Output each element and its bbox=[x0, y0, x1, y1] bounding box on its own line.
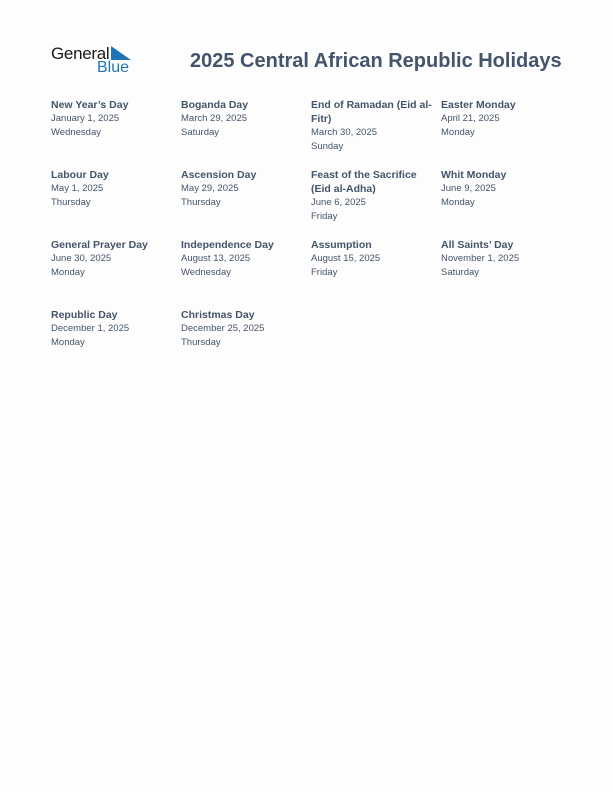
holiday-name: Ascension Day bbox=[181, 169, 257, 181]
holiday-name: Boganda Day bbox=[181, 99, 249, 111]
holiday-item bbox=[181, 238, 303, 279]
holiday-date: August 13, 2025 bbox=[181, 253, 251, 264]
holiday-item bbox=[441, 98, 563, 139]
holiday-name: New Year’s Day bbox=[51, 99, 129, 111]
holiday-date: December 1, 2025 bbox=[51, 323, 130, 334]
holiday-date: May 29, 2025 bbox=[181, 183, 239, 194]
holiday-name: Feast of the Sacrifice (Eid al-Adha) bbox=[311, 169, 417, 195]
holiday-date: March 29, 2025 bbox=[181, 113, 248, 124]
holiday-item bbox=[311, 168, 433, 223]
holiday-weekday: Wednesday bbox=[181, 266, 231, 278]
holiday-weekday: Saturday bbox=[441, 266, 480, 278]
holiday-weekday: Sunday bbox=[311, 140, 344, 152]
holiday-name: End of Ramadan (Eid al-Fitr) bbox=[311, 99, 432, 125]
holiday-weekday: Friday bbox=[311, 266, 338, 278]
logo-word-general: General bbox=[51, 44, 110, 63]
holiday-weekday: Monday bbox=[441, 126, 475, 138]
logo-word-blue: Blue bbox=[97, 59, 130, 76]
holiday-name: Republic Day bbox=[51, 309, 118, 321]
holiday-date: August 15, 2025 bbox=[311, 253, 381, 264]
holiday-item bbox=[181, 308, 303, 349]
holiday-weekday: Friday bbox=[311, 210, 338, 222]
generalblue-logo bbox=[51, 44, 141, 78]
holiday-name: Labour Day bbox=[51, 169, 109, 181]
holiday-weekday: Saturday bbox=[181, 126, 220, 138]
holiday-name: General Prayer Day bbox=[51, 239, 148, 251]
holiday-item bbox=[311, 98, 433, 153]
holiday-item bbox=[51, 168, 173, 209]
holiday-weekday: Monday bbox=[51, 336, 85, 348]
holiday-item bbox=[51, 98, 173, 139]
holiday-weekday: Wednesday bbox=[51, 126, 101, 138]
holiday-name: Easter Monday bbox=[441, 99, 516, 111]
holiday-date: May 1, 2025 bbox=[51, 183, 104, 194]
holiday-weekday: Thursday bbox=[51, 196, 91, 208]
holiday-date: June 9, 2025 bbox=[441, 183, 496, 194]
holiday-weekday: Monday bbox=[51, 266, 85, 278]
holiday-weekday: Thursday bbox=[181, 336, 221, 348]
holiday-item bbox=[51, 308, 173, 349]
holiday-item bbox=[311, 238, 433, 279]
holiday-item bbox=[441, 168, 563, 209]
holiday-date: January 1, 2025 bbox=[51, 113, 120, 124]
holiday-name: Whit Monday bbox=[441, 169, 507, 181]
holiday-date: November 1, 2025 bbox=[441, 253, 520, 264]
holiday-date: December 25, 2025 bbox=[181, 323, 265, 334]
holiday-weekday: Monday bbox=[441, 196, 475, 208]
holiday-item bbox=[181, 168, 303, 209]
holiday-name: Christmas Day bbox=[181, 309, 255, 321]
holiday-weekday: Thursday bbox=[181, 196, 221, 208]
holiday-item bbox=[51, 238, 173, 279]
holiday-date: June 6, 2025 bbox=[311, 197, 366, 208]
page-title: 2025 Central African Republic Holidays bbox=[190, 50, 562, 72]
holiday-date: March 30, 2025 bbox=[311, 127, 378, 138]
holiday-name: All Saints’ Day bbox=[441, 239, 514, 251]
holiday-date: April 21, 2025 bbox=[441, 113, 500, 124]
holiday-name: Assumption bbox=[311, 239, 372, 251]
holiday-item bbox=[441, 238, 563, 279]
logo-flag-icon bbox=[111, 46, 131, 60]
holiday-date: June 30, 2025 bbox=[51, 253, 112, 264]
holiday-item bbox=[181, 98, 303, 139]
holiday-name: Independence Day bbox=[181, 239, 274, 251]
